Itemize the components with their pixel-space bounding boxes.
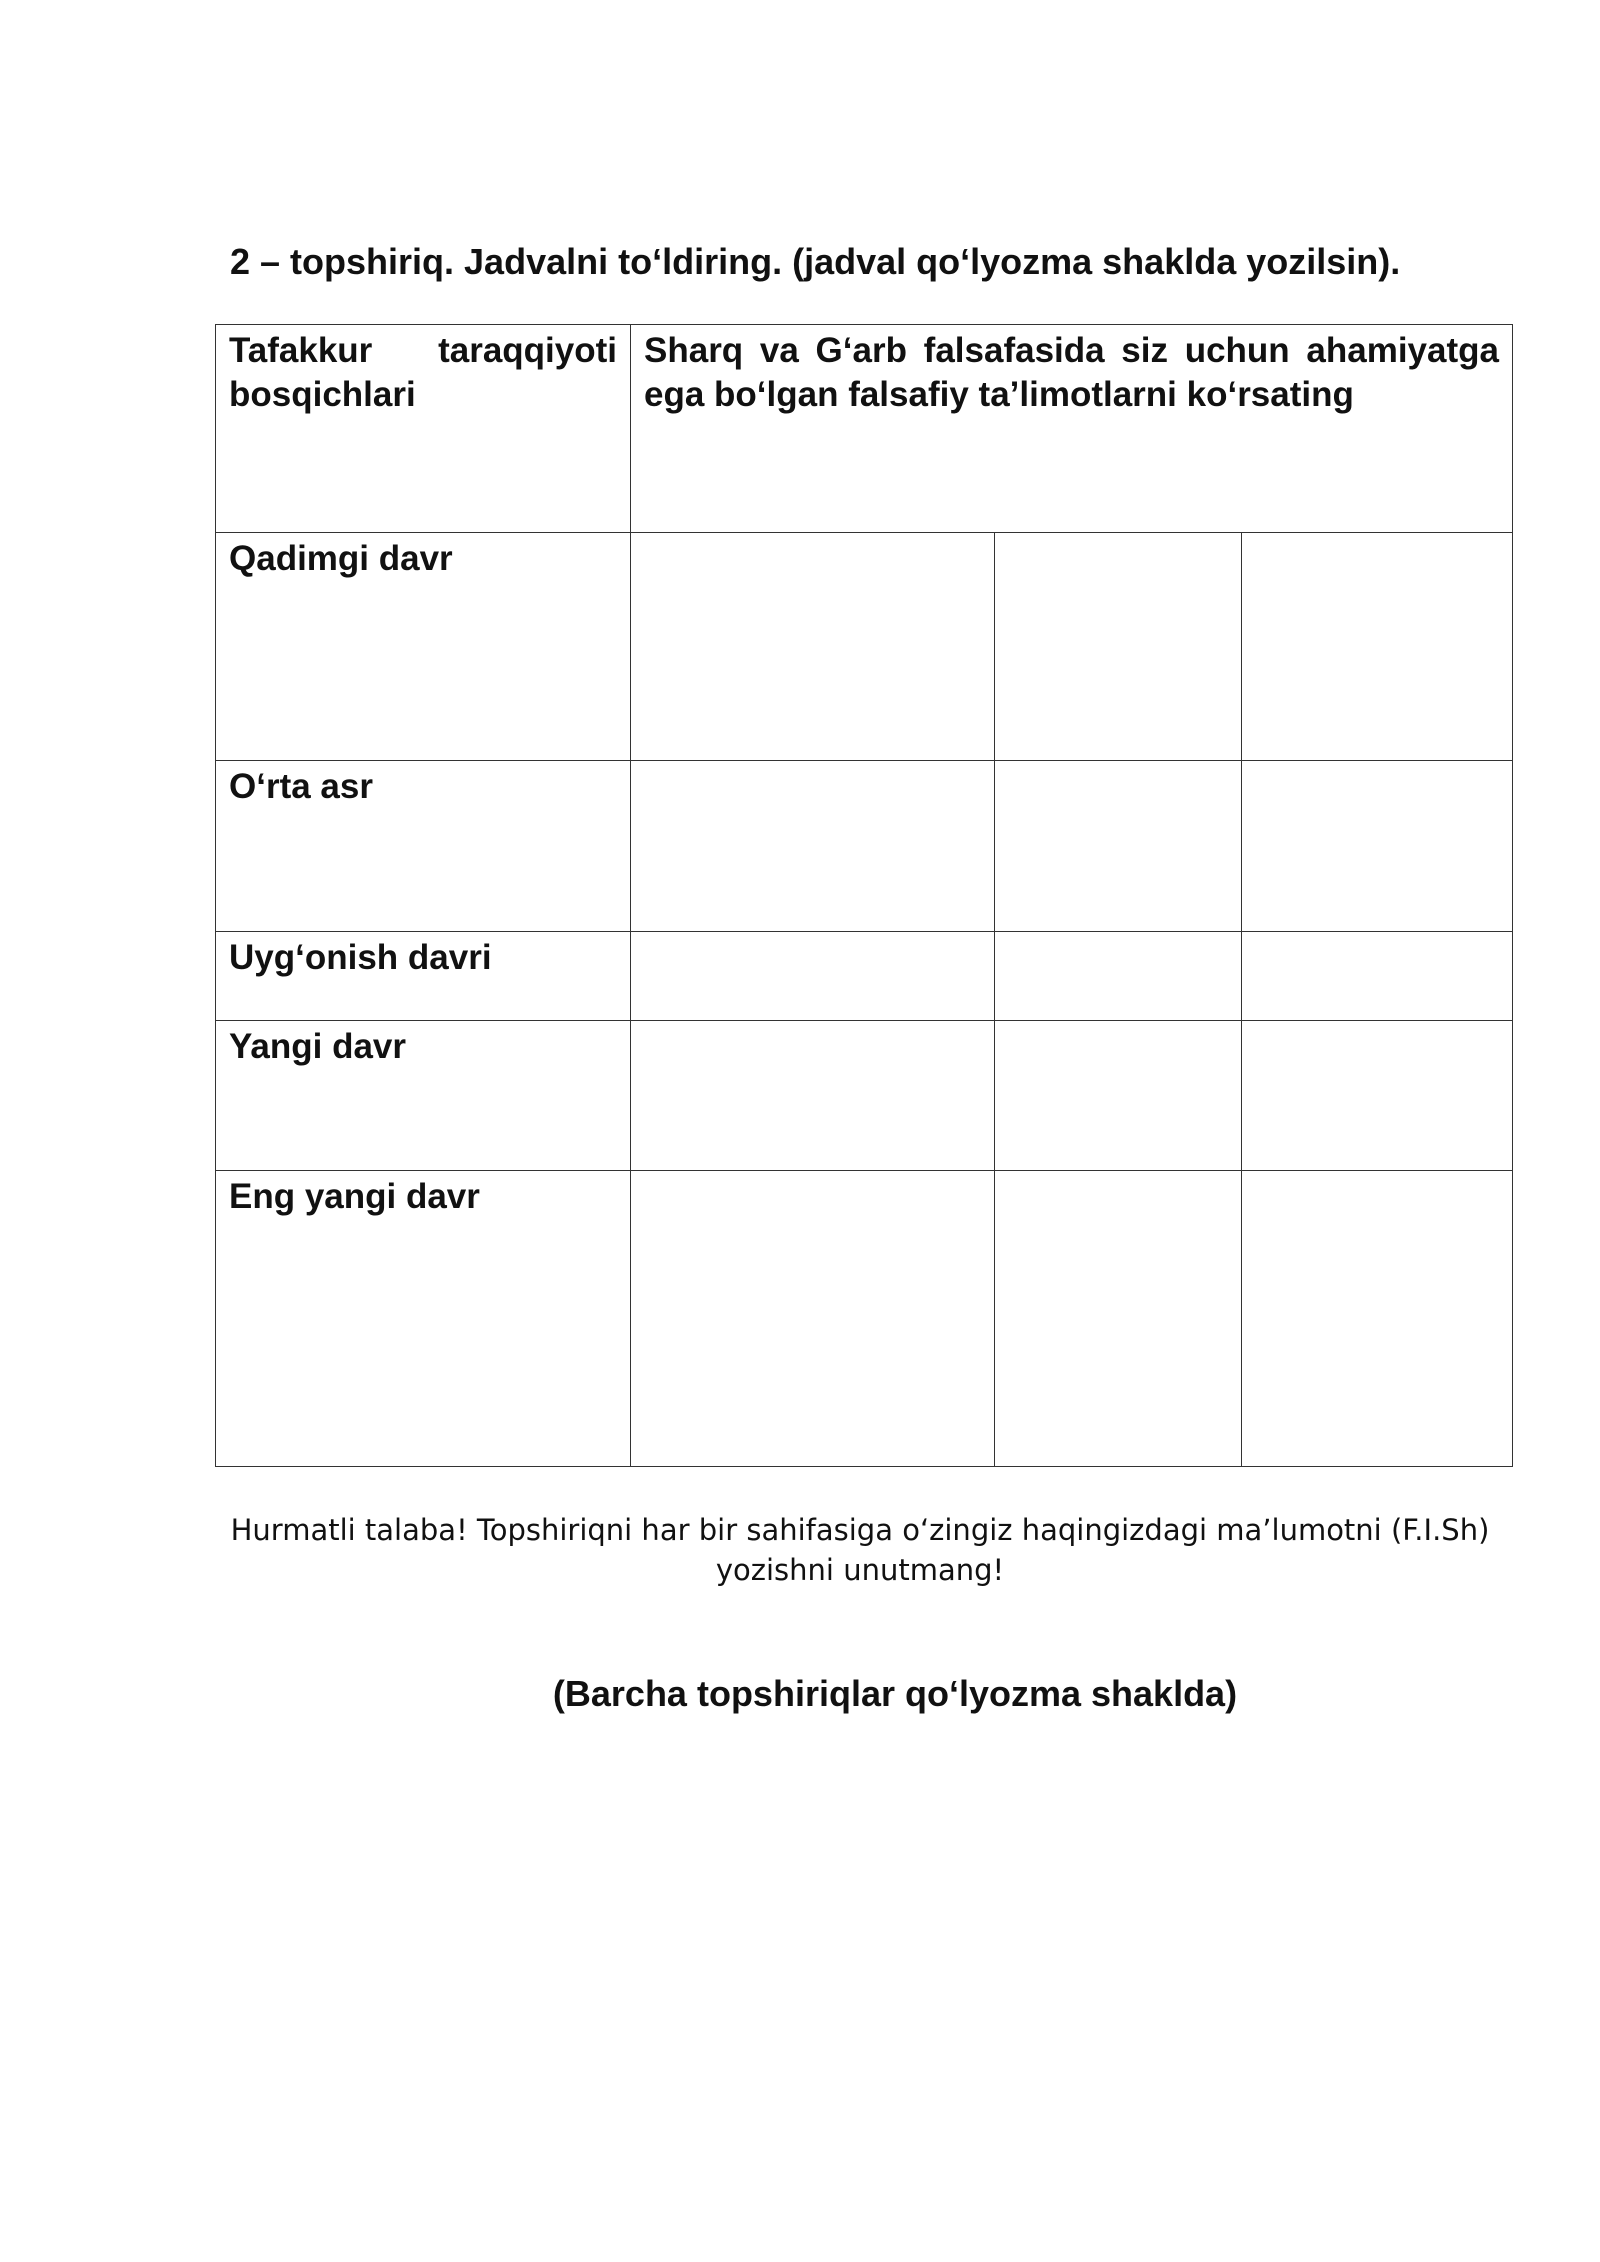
answer-cell [631,533,995,761]
table-row [216,761,1513,932]
answer-cell [1242,1021,1513,1171]
answer-cell [631,932,995,1021]
table-row [216,932,1513,1021]
student-note-line1: Hurmatli talaba! Topshiriqni har bir sahifasiga o‘zingiz haqingizdagi ma’lumotni (F.I.Sh) [230,1513,1490,1547]
answer-cell [1242,761,1513,932]
header-cell-teachings [631,325,1513,533]
answer-cell [995,932,1242,1021]
answer-cell [1242,1171,1513,1467]
answer-cell [995,1021,1242,1171]
answer-cell [995,533,1242,761]
answer-cell [1242,932,1513,1021]
header-teachings-label: Sharq va G‘arb falsafasida siz uchun ahamiyatga ega bo‘lgan falsafiy ta’limotlarni ko‘rsating [644,331,1499,414]
answer-cell [631,1171,995,1467]
row-label-cell [216,1171,631,1467]
footer-title: (Barcha topshiriqlar qo‘lyozma shaklda) [552,1673,1238,1714]
table-row [216,1021,1513,1171]
row-label-cell [216,1021,631,1171]
student-note-line2: yozishni unutmang! [715,1553,1005,1587]
answer-cell [995,1171,1242,1467]
task-title: 2 – topshiriq. Jadvalni to‘ldiring. (jadval qo‘lyozma shaklda yozilsin). [230,241,1401,282]
table-row [216,1171,1513,1467]
row-label: Qadimgi davr [229,539,453,578]
row-label-cell [216,932,631,1021]
row-label: O‘rta asr [229,767,373,806]
header-cell-stages [216,325,631,533]
row-label: Eng yangi davr [229,1177,480,1216]
row-label: Uyg‘onish davri [229,938,492,977]
row-label: Yangi davr [229,1027,407,1066]
table-row [216,533,1513,761]
row-label-cell [216,761,631,932]
table-header-row [216,325,1513,533]
task-table [215,324,1513,1467]
answer-cell [631,761,995,932]
row-label-cell [216,533,631,761]
answer-cell [1242,533,1513,761]
header-stages-label: Tafakkur taraqqiyoti bosqichlari [229,331,617,414]
answer-cell [995,761,1242,932]
answer-cell [631,1021,995,1171]
student-note [180,1510,1540,1590]
